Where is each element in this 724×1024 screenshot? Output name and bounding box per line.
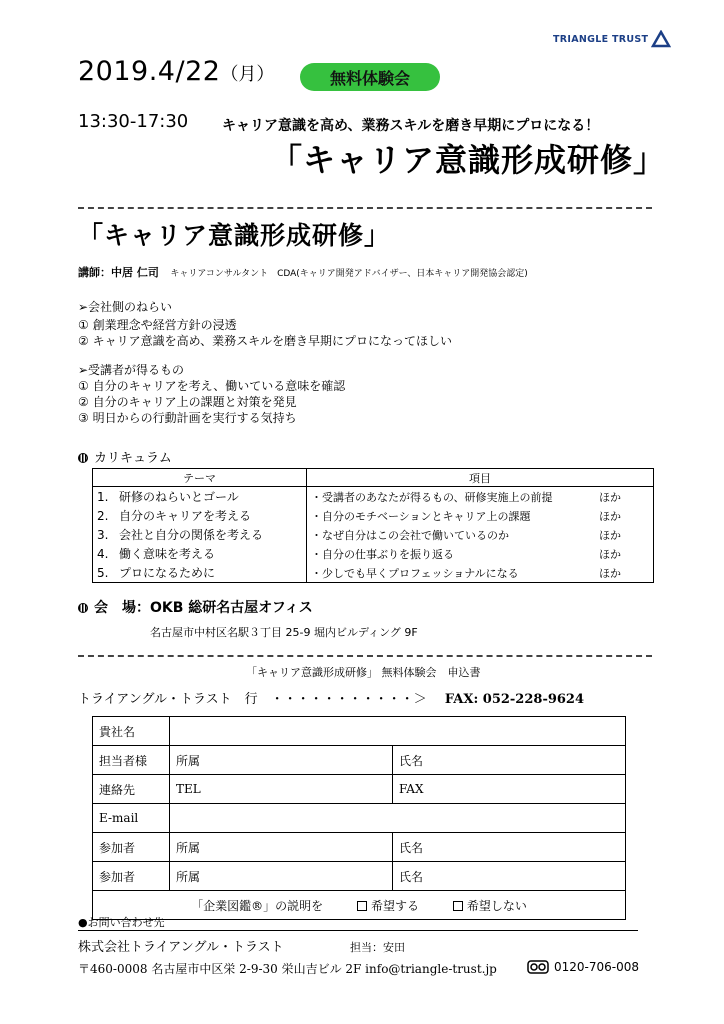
fax-field[interactable]: FAX [393,775,626,804]
free-trial-badge: 無料体験会 [300,63,440,91]
participant-name-field[interactable]: 氏名 [393,862,626,891]
form-row [93,746,626,775]
form-row [93,717,626,746]
form-title: 「キャリア意識形成研修」 無料体験会 申込書 [246,666,481,679]
divider [78,207,652,209]
curriculum-heading: カリキュラム [78,447,172,466]
brand-name: TRIANGLE TRUST [553,33,649,45]
fax-number: FAX: 052-228-9624 [444,692,585,707]
application-form [92,716,626,920]
gain-item: ② 自分のキャリア上の課題と対策を発見 [78,395,297,409]
curriculum-table [92,468,654,583]
participant-name-field[interactable]: 氏名 [393,833,626,862]
instructor-line [78,264,528,280]
gains-heading: ➢受講者が得るもの [78,363,185,377]
contact-heading: ●お問い合わせ先 [78,916,165,929]
participant-department-field[interactable]: 所属 [170,862,393,891]
column-header-theme: テーマ [93,469,307,487]
gain-item: ③ 明日からの行動計画を実行する気持ち [78,411,297,425]
company-name: 株式会社トライアングル・トラスト [78,940,284,955]
brochure-option-row [93,891,626,920]
program-title: 「キャリア意識形成研修」 [78,221,391,250]
tel-field[interactable]: TEL [170,775,393,804]
brochure-question: 「企業図鑑®」の説明を [191,898,324,913]
instructor-name: 講師：中居 仁司 [78,266,159,279]
bullet-icon [78,453,88,463]
company-address: 〒460-0008 名古屋市中区栄 2-9-30 栄山吉ビル 2F info@triangle-trust.jp [78,962,497,976]
form-label: 参加者 [93,833,170,862]
checkbox-yes[interactable] [357,901,367,911]
form-label: E-mail [93,804,170,833]
brand-logo [553,30,671,48]
table-row: 3. 会社と自分の関係を考える ・なぜ自分はこの会社で働いているのか ほか [93,525,654,544]
table-row: 2. 自分のキャリアを考える ・自分のモチベーションとキャリア上の課題 ほか [93,506,654,525]
company-name-field[interactable] [170,717,626,746]
table-row: 1. 研修のねらいとゴール ・受講者のあなたが得るもの、研修実施上の前提 ほか [93,487,654,507]
form-label: 貴社名 [93,717,170,746]
column-header-item: 項目 [307,469,654,487]
contact-name-field[interactable]: 氏名 [393,746,626,775]
page-title: 「キャリア意識形成研修」 [270,141,667,179]
checkbox-no[interactable] [453,901,463,911]
option-no-label: 希望しない [466,898,527,913]
table-row: 4. 働く意味を考える ・自分の仕事ぶりを振り返る ほか [93,544,654,563]
company-aim-item: ② キャリア意識を高め、業務スキルを磨き早期にプロになってほしい [78,334,452,348]
fax-line [78,688,584,707]
instructor-credentials: キャリアコンサルタント CDA(キャリア開発アドバイザー、日本キャリア開発協会認定) [170,269,528,279]
venue-address: 名古屋市中村区名駅３丁目 25-9 堀内ビルディング 9F [150,626,418,639]
form-row [93,775,626,804]
toll-free-number: 0120-706-008 [554,960,640,974]
bullet-icon [78,603,88,613]
triangle-logo-icon [651,30,671,48]
company-aims-heading: ➢会社側のねらい [78,300,173,314]
form-row [93,891,626,920]
event-time: 13:30-17:30 [78,111,189,132]
form-row [93,833,626,862]
form-row [93,804,626,833]
fax-recipient: トライアングル・トラスト 行 ・・・・・・・・・・・＞ [78,692,427,707]
event-weekday: （月） [220,64,275,85]
tagline: キャリア意識を高め、業務スキルを磨き早期にプロになる！ [222,118,600,134]
form-row [93,862,626,891]
form-label: 連絡先 [93,775,170,804]
form-label: 担当者様 [93,746,170,775]
option-yes-label: 希望する [370,898,419,913]
participant-department-field[interactable]: 所属 [170,833,393,862]
form-label: 参加者 [93,862,170,891]
contact-department-field[interactable]: 所属 [170,746,393,775]
event-date: 2019.4/22（月） [78,56,275,87]
gain-item: ① 自分のキャリアを考え、働いている意味を確認 [78,379,346,393]
freedial-icon [527,960,549,974]
venue: 会 場：OKB 総研名古屋オフィス [78,597,313,617]
divider [78,655,652,657]
contact-rule [78,930,638,931]
email-field[interactable] [170,804,626,833]
table-row: 5. プロになるために ・少しでも早くプロフェッショナルになる ほか [93,563,654,583]
contact-person: 担当：安田 [350,941,405,954]
company-aim-item: ① 創業理念や経営方針の浸透 [78,318,237,332]
